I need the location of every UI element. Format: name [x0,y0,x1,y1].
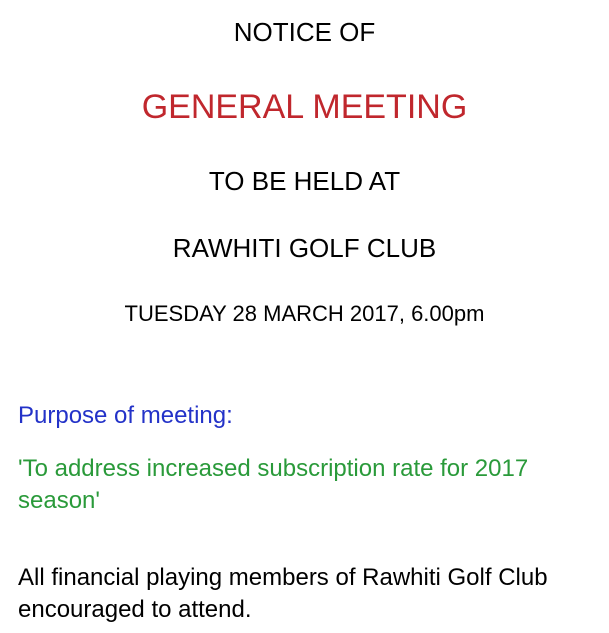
general-meeting-title: GENERAL MEETING [141,88,468,126]
purpose-text: 'To address increased subscription rate for 2017 season' [18,455,529,514]
meeting-date-time: TUESDAY 28 MARCH 2017, 6.00pm [124,301,485,326]
members-invitation: All financial playing members of Rawhiti Golf Club encouraged to attend. [18,564,548,623]
purpose-label: Purpose of meeting: [18,402,233,429]
notice-of-heading: NOTICE OF [233,17,376,47]
held-at-heading: TO BE HELD AT [208,166,401,196]
venue-name: RAWHITI GOLF CLUB [172,233,437,263]
